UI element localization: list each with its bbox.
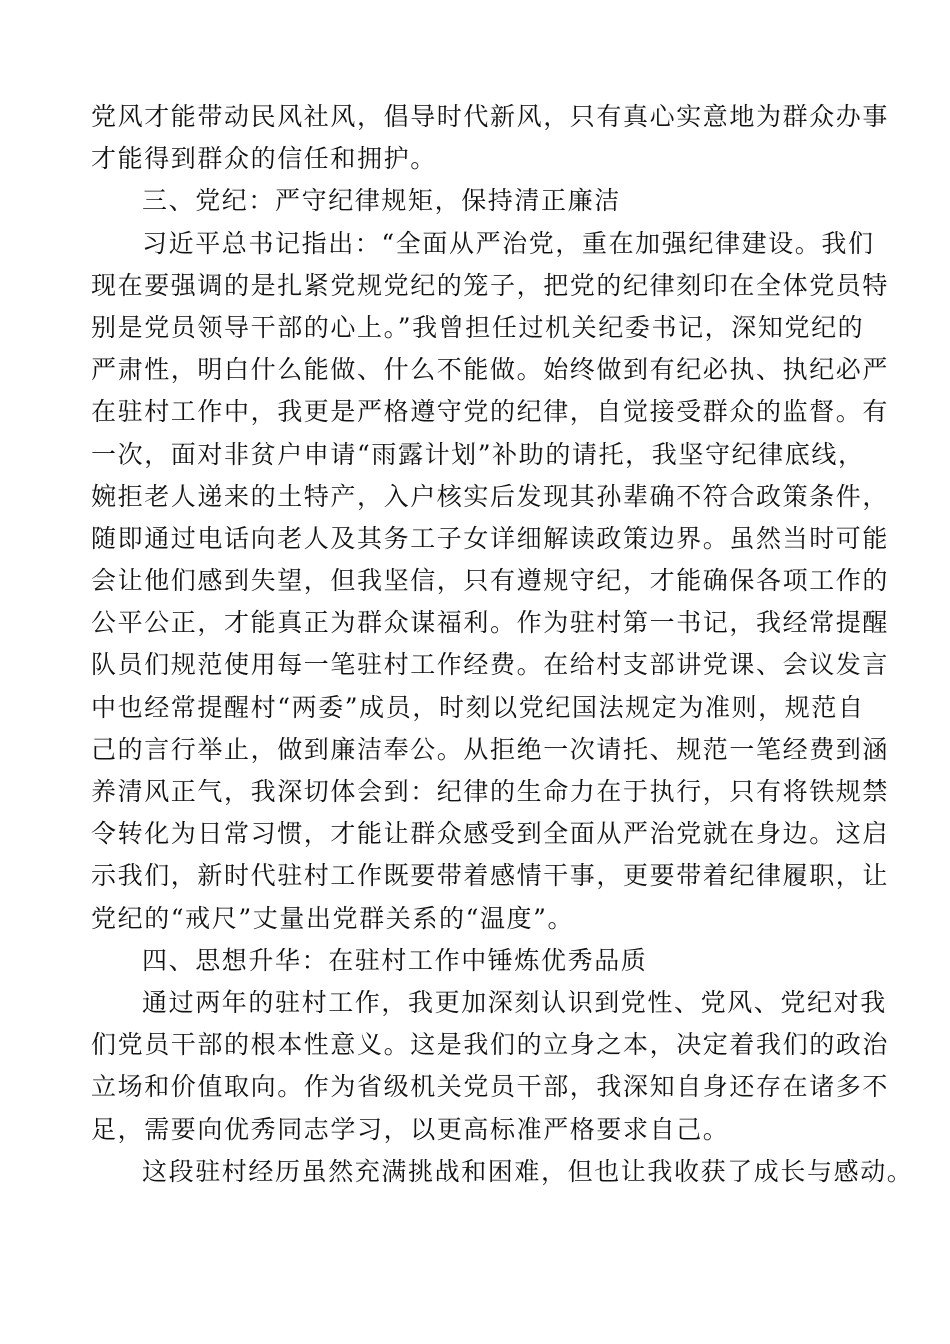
paragraph-line: 队员们规范使用每一笔驻村工作经费。在给村支部讲党课、会议发言 (91, 650, 890, 680)
paragraph-line: 别是党员领导干部的心上。”我曾担任过机关纪委书记，深知党纪的 (91, 312, 865, 342)
paragraph-start-line: 通过两年的驻村工作，我更加深刻认识到党性、党风、党纪对我 (142, 987, 887, 1017)
paragraph-line: 一次，面对非贫户申请“雨露计划”补助的请托，我坚守纪律底线， (91, 439, 865, 469)
paragraph-line: 示我们，新时代驻村工作既要带着感情干事，更要带着纪律履职，让 (91, 861, 890, 891)
paragraph-line: 己的言行举止，做到廉洁奉公。从拒绝一次请托、规范一笔经费到涵 (91, 734, 890, 764)
paragraph-line: 中也经常提醒村“两委”成员，时刻以党纪国法规定为准则，规范自 (91, 692, 865, 722)
paragraph-line: 立场和价值取向。作为省级机关党员干部，我深知自身还存在诸多不 (91, 1072, 890, 1102)
paragraph-line: 现在要强调的是扎紧党规党纪的笼子，把党的纪律刻印在全体党员特 (91, 270, 890, 300)
paragraph-line: 党纪的“戒尺”丈量出党群关系的“温度”。 (91, 903, 575, 933)
paragraph-line: 才能得到群众的信任和拥护。 (91, 144, 437, 174)
paragraph-line: 足，需要向优秀同志学习，以更高标准严格要求自己。 (91, 1114, 730, 1144)
paragraph-line: 严肃性，明白什么能做、什么不能做。始终做到有纪必执、执纪必严 (91, 355, 890, 385)
paragraph-line: 养清风正气，我深切体会到：纪律的生命力在于执行，只有将铁规禁 (91, 777, 890, 806)
paragraph-line: 党风才能带动民风社风，倡导时代新风，只有真心实意地为群众办事 (91, 102, 890, 131)
paragraph-start-line: 习近平总书记指出：“全面从严治党，重在加强纪律建设。我们 (142, 228, 875, 258)
paragraph-start-line: 这段驻村经历虽然充满挑战和困难，但也让我收获了成长与感动。 (142, 1156, 914, 1186)
paragraph-line: 会让他们感到失望，但我坚信，只有遵规守纪，才能确保各项工作的 (91, 566, 890, 596)
paragraph-line: 令转化为日常习惯，才能让群众感受到全面从严治党就在身边。这启 (91, 819, 890, 849)
paragraph-line: 随即通过电话向老人及其务工子女详细解读政策边界。虽然当时可能 (91, 523, 890, 553)
paragraph-start-line: 四、思想升华：在驻村工作中锤炼优秀品质 (142, 945, 648, 975)
paragraph-line: 婉拒老人递来的土特产，入户核实后发现其孙辈确不符合政策条件， (91, 481, 890, 511)
paragraph-start-line: 三、党纪：严守纪律规矩，保持清正廉洁 (142, 186, 621, 216)
paragraph-line: 公平公正，才能真正为群众谋福利。作为驻村第一书记，我经常提醒 (91, 608, 890, 638)
document-body (91, 96, 914, 1193)
paragraph-line: 们党员干部的根本性意义。这是我们的立身之本，决定着我们的政治 (91, 1030, 890, 1060)
paragraph-line: 在驻村工作中，我更是严格遵守党的纪律，自觉接受群众的监督。有 (91, 397, 890, 427)
